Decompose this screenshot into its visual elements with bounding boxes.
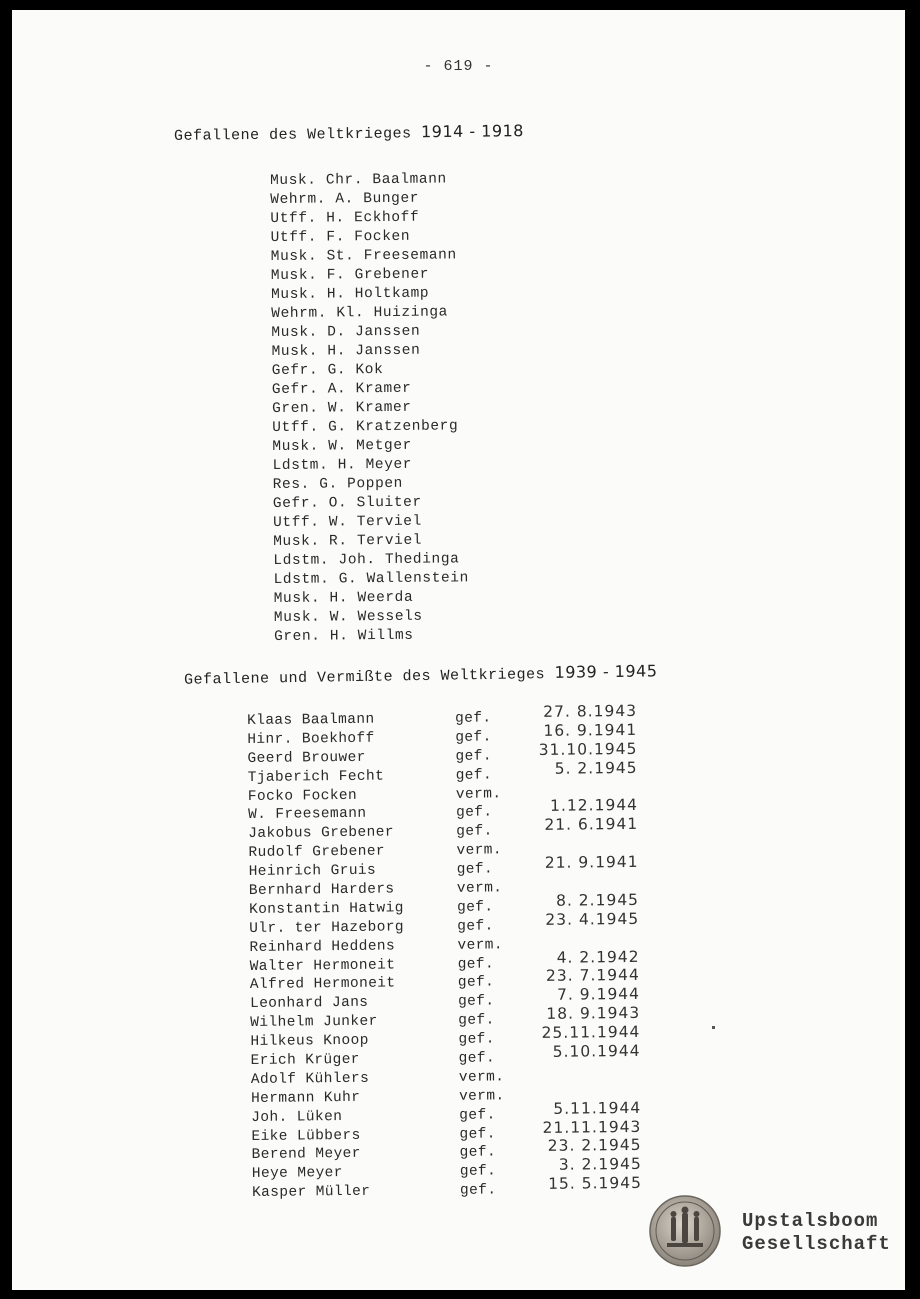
- list-item: Gren. H. Willms: [273, 627, 414, 645]
- casualty-date: 5.10.1944: [552, 1041, 641, 1061]
- casualty-date: 23. 4.1945: [545, 909, 640, 929]
- casualty-name: Heye Meyer: [251, 1165, 343, 1183]
- society-name-line2: Gesellschaft: [742, 1233, 891, 1255]
- list-item: Gefr. A. Kramer: [271, 380, 412, 398]
- casualty-status: gef.: [455, 729, 492, 746]
- casualty-status: gef.: [459, 1107, 496, 1124]
- list-item: Musk. H. Holtkamp: [271, 285, 430, 303]
- casualty-name: Jakobus Grebener: [248, 824, 394, 843]
- casualty-date: 5. 2.1945: [554, 758, 638, 778]
- society-watermark: [742, 1210, 891, 1256]
- list-item: Ldstm. G. Wallenstein: [273, 570, 469, 588]
- casualty-name: Hilkeus Knoop: [250, 1032, 369, 1051]
- casualty-status: gef.: [458, 1012, 495, 1030]
- casualty-status: verm.: [456, 842, 503, 860]
- casualty-status: gef.: [457, 918, 494, 935]
- casualty-name: Alfred Hermoneit: [249, 975, 396, 994]
- casualty-date: 21. 6.1941: [544, 815, 639, 835]
- casualty-name: Rudolf Grebener: [248, 843, 386, 862]
- casualty-status: gef.: [454, 710, 492, 727]
- casualty-name: Geerd Brouwer: [247, 749, 366, 767]
- casualty-status: verm.: [456, 880, 503, 897]
- casualty-date: 5.11.1944: [553, 1098, 642, 1118]
- list-item: Wehrm. Kl. Huizinga: [271, 304, 449, 322]
- list-item: Musk. W. Wessels: [273, 608, 423, 626]
- list-item: Musk. F. Grebener: [270, 266, 430, 284]
- casualty-name: Bernhard Harders: [248, 881, 395, 900]
- casualty-name: Ulr. ter Hazeborg: [249, 919, 405, 937]
- casualty-name: Kasper Müller: [251, 1184, 371, 1202]
- section-heading-ww1: [174, 121, 524, 145]
- section-heading-text: Gefallene des Weltkrieges: [173, 125, 412, 145]
- casualty-date: 21. 9.1941: [544, 853, 639, 873]
- casualty-date: 7. 9.1944: [556, 985, 641, 1005]
- casualty-date: 31.10.1945: [538, 739, 638, 759]
- list-item: Utff. G. Kratzenberg: [272, 418, 459, 436]
- casualty-name: Konstantin Hatwig: [248, 900, 404, 918]
- casualty-name: Tjaberich Fecht: [247, 768, 385, 786]
- casualty-date: 27. 8.1943: [543, 701, 638, 721]
- section-heading-text: Gefallene und Vermißte des Weltkrieges: [183, 666, 546, 689]
- list-item: Utff. F. Focken: [270, 228, 411, 246]
- casualty-status: gef.: [457, 993, 495, 1011]
- casualty-status: gef.: [455, 804, 493, 822]
- list-item: Musk. R. Terviel: [273, 532, 423, 550]
- casualty-status: gef.: [458, 1031, 495, 1048]
- casualty-status: gef.: [455, 767, 493, 784]
- casualty-status: gef.: [456, 823, 493, 841]
- society-name-line1: Upstalsboom: [742, 1210, 879, 1232]
- casualty-name: Klaas Baalmann: [247, 711, 375, 729]
- casualty-date: 18. 9.1943: [546, 1004, 641, 1024]
- section-heading-years: 1914 - 1918: [420, 121, 525, 142]
- list-item: Ldstm. H. Meyer: [272, 456, 413, 474]
- list-item: Utff. H. Eckhoff: [270, 209, 420, 227]
- casualty-name: Hermann Kuhr: [250, 1089, 361, 1107]
- page-number: - 619 -: [423, 58, 494, 75]
- list-item: Ldstm. Joh. Thedinga: [273, 551, 460, 569]
- casualty-name: Walter Hermoneit: [249, 957, 396, 975]
- casualty-status: verm.: [458, 1088, 505, 1105]
- ww2-casualty-list: [247, 701, 643, 1203]
- casualty-status: gef.: [459, 1144, 497, 1162]
- list-item: Gefr. O. Sluiter: [272, 494, 422, 512]
- casualty-status: gef.: [459, 1126, 496, 1143]
- casualty-status: gef.: [456, 861, 494, 878]
- ww1-casualty-list: [270, 170, 469, 647]
- casualty-name: Berend Meyer: [251, 1146, 361, 1164]
- list-item: Musk. Chr. Baalmann: [270, 171, 447, 189]
- casualty-status: gef.: [457, 956, 495, 973]
- list-item: Musk. D. Janssen: [271, 323, 421, 341]
- casualty-status: verm.: [455, 785, 502, 803]
- casualty-date: 21.11.1943: [542, 1117, 642, 1137]
- casualty-date: 23. 7.1944: [545, 966, 640, 986]
- casualty-name: Reinhard Heddens: [249, 938, 396, 956]
- casualty-name: Erich Krüger: [250, 1051, 360, 1070]
- casualty-status: gef.: [457, 974, 495, 992]
- casualty-status: gef.: [459, 1182, 497, 1200]
- stray-mark: [712, 1026, 715, 1029]
- list-item: Utff. W. Terviel: [272, 513, 422, 531]
- casualty-name: Leonhard Jans: [249, 995, 369, 1013]
- casualty-name: Focko Focken: [247, 787, 358, 805]
- casualty-name: Joh. Lüken: [251, 1108, 343, 1126]
- casualty-name: Adolf Kühlers: [250, 1070, 370, 1088]
- list-item: Musk. H. Weerda: [273, 589, 414, 607]
- casualty-name: Wilhelm Junker: [250, 1013, 378, 1032]
- casualty-date: 3. 2.1945: [558, 1155, 642, 1175]
- casualty-date: 15. 5.1945: [548, 1174, 643, 1194]
- casualty-date: 8. 2.1945: [555, 890, 640, 910]
- casualty-date: 4. 2.1942: [556, 947, 640, 967]
- list-item: Gren. W. Kramer: [271, 399, 412, 417]
- list-item: Musk. St. Freesemann: [270, 247, 457, 265]
- casualty-date: 16. 9.1941: [543, 720, 638, 740]
- list-item: Musk. H. Janssen: [271, 342, 421, 360]
- casualty-name: Heinrich Gruis: [248, 862, 377, 881]
- casualty-name: Hinr. Boekhoff: [247, 730, 375, 748]
- section-heading-ww2: [184, 661, 658, 688]
- casualty-date: 1.12.1944: [550, 796, 639, 816]
- list-item: Musk. W. Metger: [272, 437, 412, 455]
- section-heading-years: 1939 - 1945: [554, 661, 658, 682]
- casualty-status: verm.: [457, 937, 504, 954]
- casualty-status: verm.: [458, 1069, 505, 1086]
- list-item: Res. G. Poppen: [272, 475, 404, 493]
- list-item: Wehrm. A. Bunger: [270, 190, 420, 208]
- list-item: Gefr. G. Kok: [271, 362, 384, 379]
- casualty-status: gef.: [455, 748, 492, 765]
- casualty-date: 23. 2.1945: [547, 1136, 642, 1156]
- document-page: [12, 10, 905, 1290]
- casualty-status: gef.: [459, 1163, 497, 1181]
- casualty-name: W. Freesemann: [247, 806, 367, 824]
- casualty-date: 25.11.1944: [541, 1023, 641, 1043]
- society-seal-icon: [649, 1195, 721, 1267]
- casualty-date: [521, 1080, 641, 1081]
- casualty-status: gef.: [458, 1050, 496, 1067]
- casualty-status: gef.: [456, 899, 494, 916]
- casualty-name: Eike Lübbers: [251, 1127, 361, 1145]
